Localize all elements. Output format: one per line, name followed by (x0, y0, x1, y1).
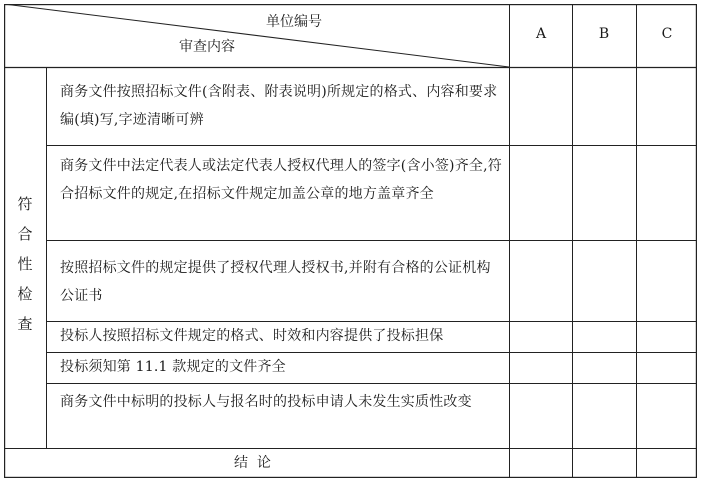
review-item: 商务文件中标明的投标人与报名时的投标申请人未发生实质性改变 (60, 394, 472, 410)
column-header-b: B (598, 26, 610, 42)
category-label: 符合性检查 (17, 195, 33, 333)
review-item: 投标须知第 11.1 款规定的文件齐全 (60, 359, 286, 375)
review-table (4, 4, 697, 478)
review-item: 投标人按照招标文件规定的格式、时效和内容提供了投标担保 (60, 328, 444, 344)
review-item: 商务文件按照招标文件(含附表、附表说明)所规定的格式、内容和要求编(填)写,字迹清晰可辨 (60, 84, 498, 128)
unit-number-label: 单位编号 (266, 14, 322, 30)
column-header-c: C (661, 26, 673, 42)
review-content-label: 审查内容 (179, 39, 235, 55)
conclusion-label: 结 论 (234, 455, 271, 471)
review-item: 按照招标文件的规定提供了授权代理人授权书,并附有合格的公证机构公证书 (60, 260, 491, 304)
review-item: 商务文件中法定代表人或法定代表人授权代理人的签字(含小签)齐全,符合招标文件的规定,在招标文件规定加盖公章的地方盖章齐全 (60, 158, 502, 202)
column-header-a: A (535, 26, 547, 42)
